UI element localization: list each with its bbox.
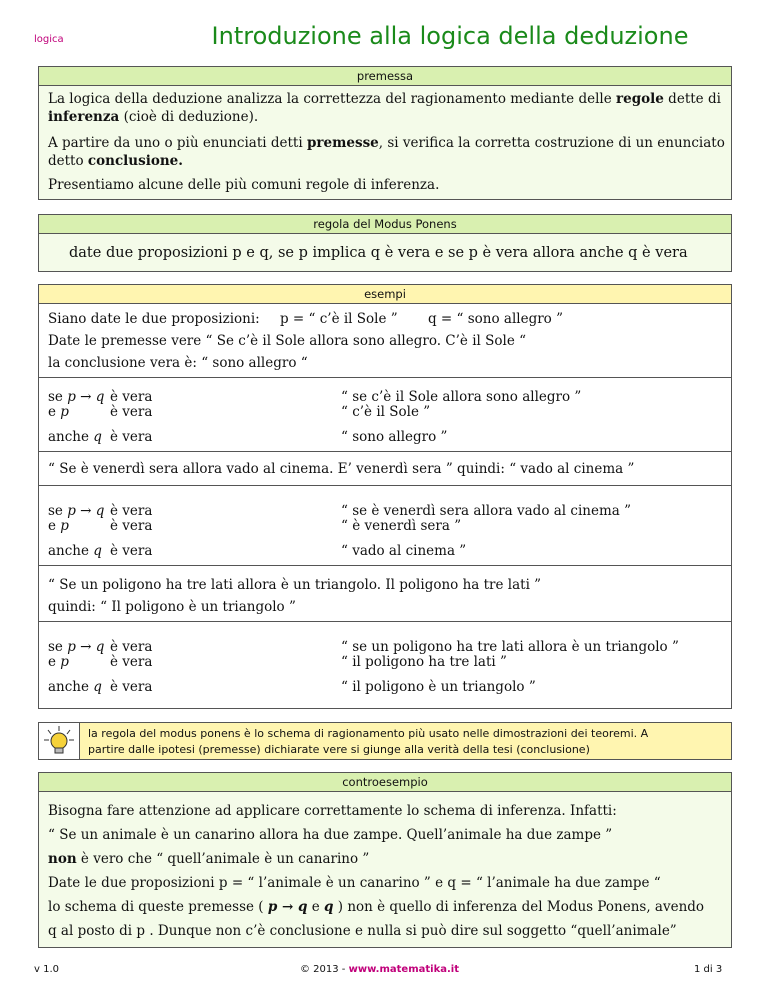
premessa-box bbox=[38, 66, 732, 200]
footer-page-number: 1 di 3 bbox=[694, 964, 723, 975]
ex1-sym-3: anche q è vera bbox=[48, 429, 153, 445]
modus-ponens-box bbox=[38, 214, 732, 272]
contro-line-1: Bisogna fare attenzione ad applicare correttamente lo schema di inferenza. Infatti: bbox=[48, 803, 617, 819]
ex1-sym-1: se p → q è vera bbox=[48, 389, 153, 405]
ex2-text-1: “ se è venerdì sera allora vado al cinema ” bbox=[341, 503, 631, 519]
divider bbox=[39, 565, 731, 566]
footer-site-link[interactable]: www.matematika.it bbox=[348, 964, 459, 975]
ex3-sym-1: se p → q è vera bbox=[48, 639, 153, 655]
ex2-text-3: “ vado al cinema ” bbox=[341, 543, 467, 559]
premessa-line-4: detto conclusione. bbox=[48, 153, 183, 169]
header-tag: logica bbox=[34, 34, 64, 45]
contro-line-2: “ Se un animale è un canarino allora ha due zampe. Quell’animale ha due zampe ” bbox=[48, 827, 613, 843]
ex2-sym-1: se p → q è vera bbox=[48, 503, 153, 519]
page-title: Introduzione alla logica della deduzione bbox=[211, 22, 689, 50]
ex3-text-1: “ se un poligono ha tre lati allora è un triangolo ” bbox=[341, 639, 679, 655]
esempi-heading: esempi bbox=[39, 285, 731, 304]
premessa-line-5: Presentiamo alcune delle più comuni regole di inferenza. bbox=[48, 177, 440, 193]
ex3-sym-3: anche q è vera bbox=[48, 679, 153, 695]
esempi-intro-2: Date le premesse vere “ Se c’è il Sole allora sono allegro. C’è il Sole “ bbox=[48, 333, 527, 349]
ex3-sym-2: e p è vera bbox=[48, 654, 153, 670]
premessa-line-2: inferenza (cioè di deduzione). bbox=[48, 109, 259, 125]
ex1-text-1: “ se c’è il Sole allora sono allegro ” bbox=[341, 389, 582, 405]
contro-line-5: lo schema di queste premesse ( p → q e q ) non è quello di inferenza del Modus Ponens, avendo bbox=[48, 899, 705, 915]
divider bbox=[39, 485, 731, 486]
esempi-box bbox=[38, 284, 732, 709]
note-box bbox=[80, 722, 732, 760]
ex3-heading-1: “ Se un poligono ha tre lati allora è un triangolo. Il poligono ha tre lati ” bbox=[48, 577, 542, 593]
controesempio-box bbox=[38, 772, 732, 948]
note-line-2: partire dalle ipotesi (premesse) dichiarate vere si giunge alla verità della tesi (conclusione) bbox=[88, 743, 590, 756]
divider bbox=[39, 377, 731, 378]
footer-version: v 1.0 bbox=[34, 964, 59, 975]
ex1-sym-2: e p è vera bbox=[48, 404, 153, 420]
ex3-text-2: “ il poligono ha tre lati ” bbox=[341, 654, 507, 670]
ex1-text-2: “ c’è il Sole ” bbox=[341, 404, 431, 420]
ex3-heading-2: quindi: “ Il poligono è un triangolo ” bbox=[48, 599, 296, 615]
controesempio-heading: controesempio bbox=[39, 773, 731, 792]
lightbulb-icon bbox=[38, 722, 80, 760]
contro-line-6: q al posto di p . Dunque non c’è conclusione e nulla si può dire sul soggetto “quell’animale” bbox=[48, 923, 677, 939]
esempi-intro-3: la conclusione vera è: “ sono allegro “ bbox=[48, 355, 308, 371]
premessa-line-3: A partire da uno o più enunciati detti premesse, si verifica la corretta costruzione di un enunciato bbox=[48, 135, 725, 151]
premessa-line-1: La logica della deduzione analizza la correttezza del ragionamento mediante delle regole dette di bbox=[48, 91, 721, 107]
ex2-sym-2: e p è vera bbox=[48, 518, 153, 534]
divider bbox=[39, 621, 731, 622]
modus-ponens-rule: date due proposizioni p e q, se p implica q è vera e se p è vera allora anche q è vera bbox=[69, 245, 688, 261]
premessa-heading: premessa bbox=[39, 67, 731, 86]
ex2-sym-3: anche q è vera bbox=[48, 543, 153, 559]
note-line-1: la regola del modus ponens è lo schema di ragionamento più usato nelle dimostrazioni dei teoremi. A bbox=[88, 727, 649, 740]
ex3-text-3: “ il poligono è un triangolo ” bbox=[341, 679, 536, 695]
footer-copyright: © 2013 - www.matematika.it bbox=[300, 964, 459, 975]
esempi-intro: Siano date le due proposizioni: p = “ c’è il Sole ” q = “ sono allegro ” bbox=[48, 311, 563, 327]
ex2-heading: “ Se è venerdì sera allora vado al cinema. E’ venerdì sera ” quindi: “ vado al cinema ” bbox=[48, 461, 635, 477]
divider bbox=[39, 451, 731, 452]
contro-line-3: non è vero che “ quell’animale è un canarino ” bbox=[48, 851, 370, 867]
contro-line-4: Date le due proposizioni p = “ l’animale è un canarino ” e q = “ l’animale ha due zampe “ bbox=[48, 875, 661, 891]
ex2-text-2: “ è venerdì sera ” bbox=[341, 518, 462, 534]
modus-ponens-heading: regola del Modus Ponens bbox=[39, 215, 731, 234]
ex1-text-3: “ sono allegro ” bbox=[341, 429, 448, 445]
